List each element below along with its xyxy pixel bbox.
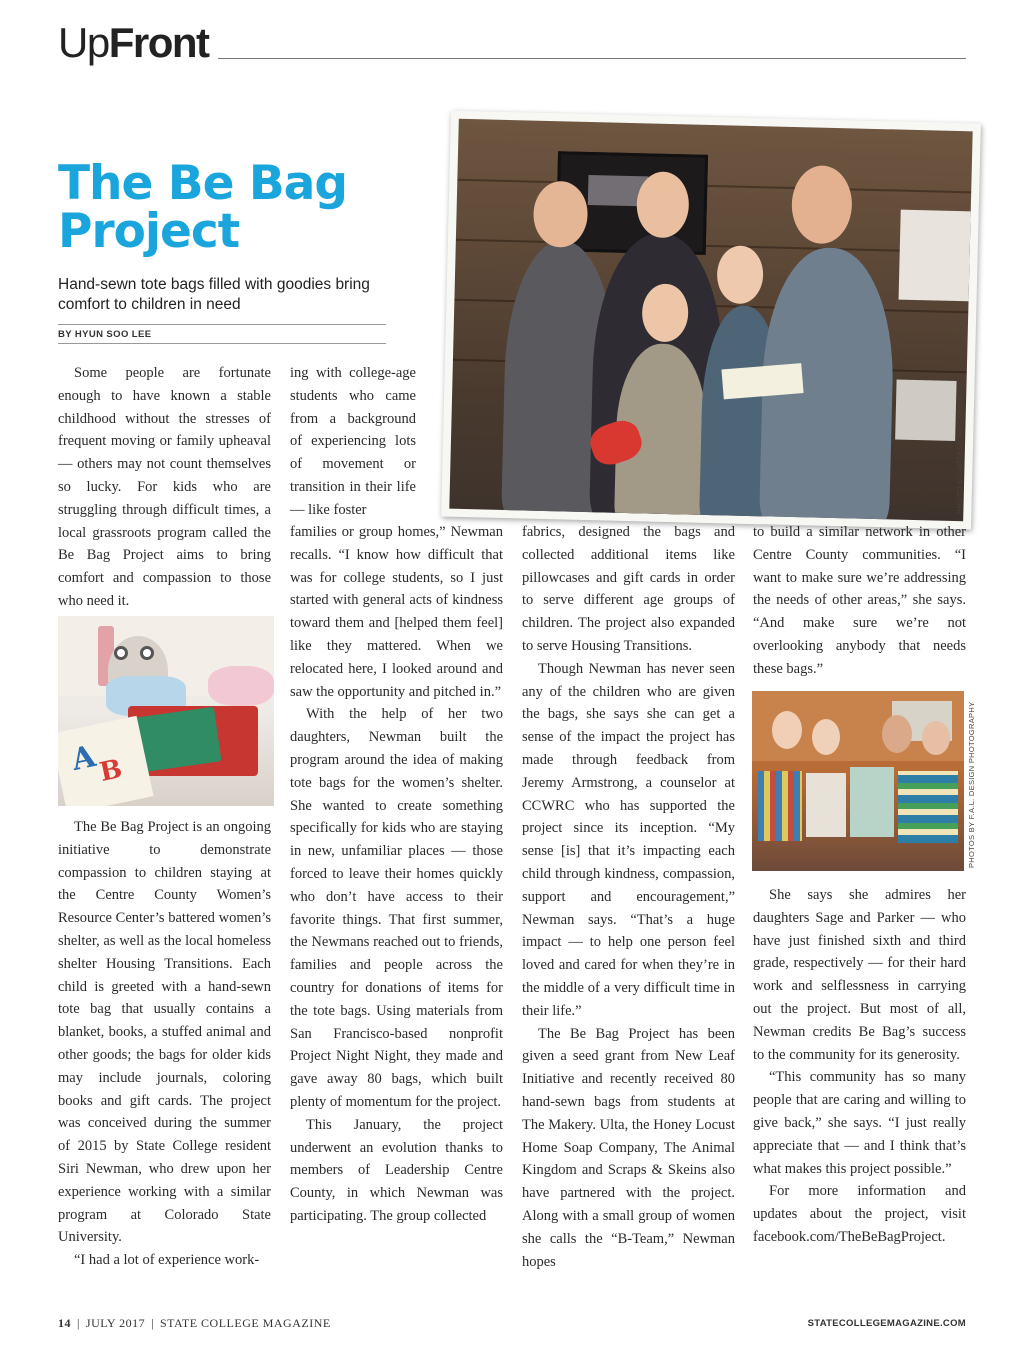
column-1-bottom xyxy=(58,816,271,1272)
column-4-top xyxy=(753,521,966,681)
bags-photo xyxy=(752,691,964,871)
website-link[interactable]: STATECOLLEGEMAGAZINE.COM xyxy=(807,1318,966,1329)
column-1-top xyxy=(58,362,271,613)
paragraph: With the help of her two daughters, Newman built the program around the idea of making tote bags for the women’s shelter. She wanted to create something specifically for kids who are staying in new, unfamiliar places — those forced to leave their homes quickly who don’t have access to their favorite things. That first summer, the Newmans reached out to friends, families and people across the country for donations of items for the tote bags. Using materials from San Francisco-based nonprofit Project Night Night, they made and gave away 80 bags, which built plenty of momentum for the project. xyxy=(290,706,503,1110)
page-number: 14 xyxy=(58,1316,71,1330)
main-photo-image xyxy=(449,119,972,521)
section-label-bold: Front xyxy=(108,19,209,66)
paragraph: For more information and updates about the project, visit facebook.com/TheBeBagProject. xyxy=(753,1183,966,1245)
article-title: The Be Bag Project xyxy=(58,156,348,259)
header-rule xyxy=(218,58,966,59)
paragraph: families or group homes,” Newman recalls. “I know how difficult that was for college students, so I just started with general acts of kindness toward them and [helped them feel] like they mattered. When we relocated here, I looked around and saw the opportunity and pitched in.” xyxy=(290,524,503,700)
paragraph: The Be Bag Project is an ongoing initiative to demonstrate compassion to children staying at the Centre County Women’s Resource Center’s battered women’s shelter, as well as the local homeless shelter Housing Transitions. Each child is greeted with a hand-sewn tote bag that usually contains a blanket, books, a stuffed animal and other goods; the bags for older kids may include journals, coloring books and gift cards. The project was conceived during the summer of 2015 by State College resident Siri Newman, who drew upon her experience working with a similar program at Colorado State University. xyxy=(58,819,271,1246)
column-2-bottom xyxy=(290,521,503,1228)
section-label-light: Up xyxy=(58,19,109,66)
paragraph: to build a similar network in other Centre County communities. “I want to make sure we’re addressing the needs of other areas,” she says. “And make sure we’re not overlooking anybody that needs these bags.” xyxy=(753,524,966,677)
column-4-bottom xyxy=(753,884,966,1249)
paragraph: She says she admires her daughters Sage and Parker — who have just finished sixth and third grade, respectively — for their hard work and selflessness in carrying out the project. But most of all, Newman credits Be Bag’s success to the community for its generosity. xyxy=(753,887,966,1063)
paragraph: ing with college-age students who came from a background of experiencing lots of movement or transition in their life — like foster xyxy=(290,365,416,518)
main-photo-credit: PHOTO COURTESY SIRI NEWMAN xyxy=(955,383,964,514)
byline-rule-top xyxy=(58,324,386,325)
column-3 xyxy=(522,521,735,1273)
paragraph: fabrics, designed the bags and collected additional items like pillowcases and gift cards in order to serve different age groups of children. The project also expanded to serve Housing Transitions. xyxy=(522,524,735,654)
section-label xyxy=(58,20,209,66)
paragraph: “I had a lot of experience work- xyxy=(74,1252,260,1269)
issue-date: JULY 2017 xyxy=(85,1316,146,1330)
paragraph: This January, the project underwent an evolution thanks to members of Leadership Centre County, in which Newman was participating. The group collected xyxy=(290,1116,503,1224)
main-photo xyxy=(441,111,981,530)
paragraph: The Be Bag Project has been given a seed grant from New Leaf Initiative and recently received 80 hand-sewn bags from students at The Makery. Ulta, the Honey Locust Home Soap Company, The Animal Kingdom and Scraps & Skeins also have partnered with the project. Along with a small group of women she calls the “B-Team,” Newman hopes xyxy=(522,1025,735,1270)
footer-folio: 14 | JULY 2017 | STATE COLLEGE MAGAZINE xyxy=(58,1316,331,1330)
paragraph: “This community has so many people that are caring and willing to give back,” she says. “I just really appreciate that — and I think that’s what makes this project possible.” xyxy=(753,1069,966,1177)
paragraph: Though Newman has never seen any of the children who are given the bags, she says she can get a sense of the impact the project has made through feedback from Jeremy Armstrong, a counselor at CCWRC who has supported the project since its inception. “My sense [is] that it’s impacting each child through kindness, compassion, support and encouragement,” Newman says. “That’s a huge impact — to help one person feel loved and cared for when they’re in the middle of a very difficult time in their life.” xyxy=(522,660,735,1019)
magazine-name: STATE COLLEGE MAGAZINE xyxy=(160,1316,331,1330)
column-2-top xyxy=(290,362,416,522)
article-subtitle: Hand-sewn tote bags filled with goodies bring comfort to children in need xyxy=(58,276,370,313)
byline: BY HYUN SOO LEE xyxy=(58,329,152,340)
bags-photo-credit: PHOTOS BY F.A.L. DESIGN PHOTOGRAPHY xyxy=(967,701,976,868)
toy-photo: A B xyxy=(58,616,274,806)
paragraph: Some people are fortunate enough to have known a stable childhood without the stresses of frequent moving or family upheaval — others may not count themselves so lucky. For kids who are struggling through difficult times, a local grassroots program called the Be Bag Project aims to bring comfort and compassion to those who need it. xyxy=(58,365,271,609)
byline-rule-bottom xyxy=(58,343,386,344)
